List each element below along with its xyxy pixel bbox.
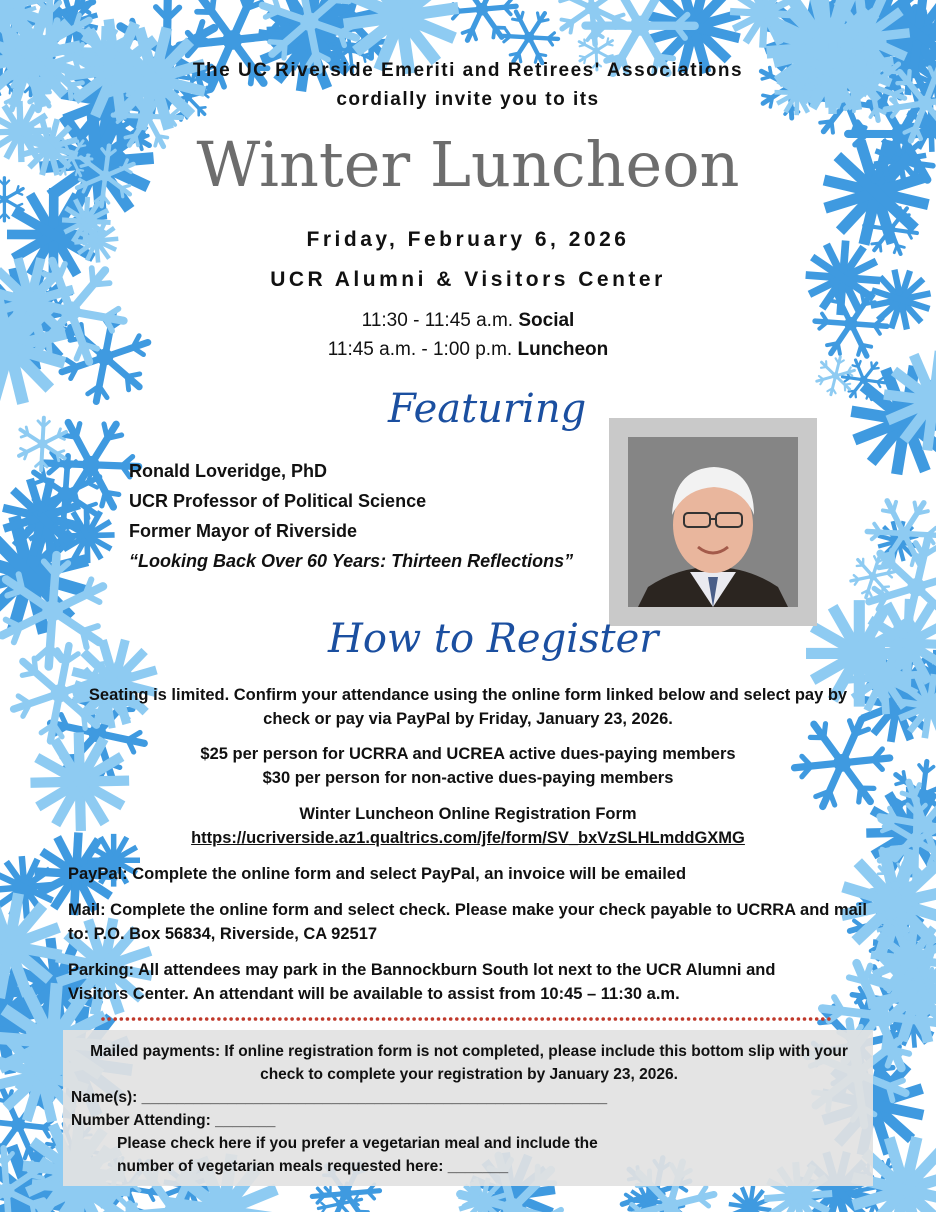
names-field[interactable]: Name(s): ______________________________________________________ (71, 1089, 608, 1106)
register-heading: How to Register (328, 616, 659, 662)
dotted-divider (100, 1012, 832, 1026)
form-label: Winter Luncheon Online Registration Form (299, 805, 637, 823)
divider-dot (425, 1017, 429, 1021)
divider-dot (205, 1017, 209, 1021)
vegetarian-count-field[interactable]: number of vegetarian meals requested here: _______ (117, 1158, 509, 1175)
divider-dot (437, 1017, 441, 1021)
divider-dot (809, 1017, 813, 1021)
divider-dot (614, 1017, 618, 1021)
divider-dot (156, 1017, 160, 1021)
speaker-name: Ronald Loveridge, PhD (129, 461, 328, 481)
divider-dot (821, 1017, 825, 1021)
featuring-heading: Featuring (388, 386, 587, 432)
divider-dot (723, 1017, 727, 1021)
intro-line-1: The UC Riverside Emeriti and Retirees' Associations (192, 60, 744, 81)
divider-dot (132, 1017, 136, 1021)
registration-form-link[interactable]: https://ucriverside.az1.qualtrics.com/jfe/form/SV_bxVzSLHLmddGXMG (191, 829, 745, 847)
divider-dot (107, 1017, 111, 1021)
divider-dot (199, 1017, 203, 1021)
seating-note: Seating is limited. Confirm your attendance using the online form linked below and select pay by check or pay via PayPal by Friday, January 23, 2026. (88, 686, 848, 728)
divider-dot (272, 1017, 276, 1021)
divider-dot (638, 1017, 642, 1021)
divider-dot (235, 1017, 239, 1021)
divider-dot (364, 1017, 368, 1021)
divider-dot (144, 1017, 148, 1021)
number-attending-field[interactable]: Number Attending: _______ (71, 1112, 276, 1129)
divider-dot (736, 1017, 740, 1021)
divider-dot (766, 1017, 770, 1021)
divider-dot (339, 1017, 343, 1021)
divider-dot (711, 1017, 715, 1021)
divider-dot (827, 1017, 831, 1021)
divider-dot (400, 1017, 404, 1021)
divider-dot (406, 1017, 410, 1021)
divider-dot (382, 1017, 386, 1021)
divider-dot (174, 1017, 178, 1021)
divider-dot (589, 1017, 593, 1021)
divider-dot (290, 1017, 294, 1021)
divider-dot (455, 1017, 459, 1021)
divider-dot (126, 1017, 130, 1021)
divider-dot (778, 1017, 782, 1021)
divider-dot (644, 1017, 648, 1021)
divider-dot (187, 1017, 191, 1021)
divider-dot (248, 1017, 252, 1021)
schedule-social (0, 310, 936, 332)
divider-dot (467, 1017, 471, 1021)
divider-dot (138, 1017, 142, 1021)
schedule-social-time: 11:30 - 11:45 a.m. (361, 310, 514, 331)
divider-dot (797, 1017, 801, 1021)
divider-dot (534, 1017, 538, 1021)
divider-dot (431, 1017, 435, 1021)
speaker-photo-icon (628, 437, 798, 607)
schedule-luncheon (0, 339, 936, 361)
divider-dot (211, 1017, 215, 1021)
divider-dot (528, 1017, 532, 1021)
slip-note: Mailed payments: If online registration form is not completed, please include this bottom slip with your check to complete your registration by January 23, 2026. (90, 1043, 848, 1083)
mail-slip (63, 1030, 873, 1186)
divider-dot (266, 1017, 270, 1021)
divider-dot (626, 1017, 630, 1021)
divider-dot (754, 1017, 758, 1021)
vegetarian-line-1: Please check here if you prefer a vegetarian meal and include the (117, 1135, 598, 1152)
speaker-former-role: Former Mayor of Riverside (129, 521, 358, 541)
divider-dot (120, 1017, 124, 1021)
divider-dot (162, 1017, 166, 1021)
speaker-block (129, 456, 573, 576)
divider-dot (357, 1017, 361, 1021)
parking-instructions: Parking: All attendees may park in the Bannockburn South lot next to the UCR Alumni and Visitors Center. An attendant will be available to assist from 10:45 – 11:30 a.m. (68, 961, 776, 1003)
divider-dot (675, 1017, 679, 1021)
divider-dot (473, 1017, 477, 1021)
divider-dot (717, 1017, 721, 1021)
divider-dot (388, 1017, 392, 1021)
divider-dot (315, 1017, 319, 1021)
divider-dot (540, 1017, 544, 1021)
divider-dot (699, 1017, 703, 1021)
divider-dot (181, 1017, 185, 1021)
paypal-instructions: PayPal: Complete the online form and select PayPal, an invoice will be emailed (68, 865, 687, 883)
event-date: Friday, February 6, 2026 (306, 228, 630, 251)
divider-dot (547, 1017, 551, 1021)
schedule-social-label: Social (518, 310, 575, 331)
schedule-luncheon-label: Luncheon (517, 339, 609, 360)
divider-dot (113, 1017, 117, 1021)
divider-dot (705, 1017, 709, 1021)
divider-dot (662, 1017, 666, 1021)
divider-dot (296, 1017, 300, 1021)
divider-dot (376, 1017, 380, 1021)
divider-dot (260, 1017, 264, 1021)
divider-dot (620, 1017, 624, 1021)
divider-dot (309, 1017, 313, 1021)
divider-dot (571, 1017, 575, 1021)
divider-dot (284, 1017, 288, 1021)
event-title: Winter Luncheon (196, 128, 740, 201)
divider-dot (510, 1017, 514, 1021)
divider-dot (748, 1017, 752, 1021)
divider-dot (504, 1017, 508, 1021)
divider-dot (370, 1017, 374, 1021)
price-members: $25 per person for UCRRA and UCREA active dues-paying members (200, 745, 736, 763)
divider-dot (772, 1017, 776, 1021)
divider-dot (492, 1017, 496, 1021)
intro-line-2: cordially invite you to its (336, 89, 600, 110)
divider-dot (553, 1017, 557, 1021)
divider-dot (760, 1017, 764, 1021)
speaker-title: UCR Professor of Political Science (129, 491, 427, 511)
divider-dot (522, 1017, 526, 1021)
divider-dot (412, 1017, 416, 1021)
divider-dot (601, 1017, 605, 1021)
divider-dot (815, 1017, 819, 1021)
divider-dot (449, 1017, 453, 1021)
divider-dot (742, 1017, 746, 1021)
divider-dot (791, 1017, 795, 1021)
divider-dot (577, 1017, 581, 1021)
divider-dot (559, 1017, 563, 1021)
divider-dot (418, 1017, 422, 1021)
divider-dot (327, 1017, 331, 1021)
divider-dot (168, 1017, 172, 1021)
divider-dot (223, 1017, 227, 1021)
divider-dot (101, 1017, 105, 1021)
divider-dot (217, 1017, 221, 1021)
divider-dot (394, 1017, 398, 1021)
divider-dot (242, 1017, 246, 1021)
divider-dot (333, 1017, 337, 1021)
divider-dot (650, 1017, 654, 1021)
divider-dot (784, 1017, 788, 1021)
divider-dot (669, 1017, 673, 1021)
divider-dot (486, 1017, 490, 1021)
divider-dot (229, 1017, 233, 1021)
divider-dot (632, 1017, 636, 1021)
divider-dot (498, 1017, 502, 1021)
divider-dot (278, 1017, 282, 1021)
divider-dot (565, 1017, 569, 1021)
divider-dot (443, 1017, 447, 1021)
price-nonmembers: $30 per person for non-active dues-paying members (262, 769, 674, 787)
divider-dot (461, 1017, 465, 1021)
divider-dot (693, 1017, 697, 1021)
divider-dot (583, 1017, 587, 1021)
schedule-luncheon-time: 11:45 a.m. - 1:00 p.m. (327, 339, 513, 360)
divider-dot (351, 1017, 355, 1021)
divider-dot (803, 1017, 807, 1021)
divider-dot (479, 1017, 483, 1021)
divider-dot (303, 1017, 307, 1021)
divider-dot (321, 1017, 325, 1021)
divider-dot (687, 1017, 691, 1021)
mail-instructions: Mail: Complete the online form and select check. Please make your check payable to UCRRA and mail to: P.O. Box 56834, Riverside, CA 92517 (68, 901, 867, 943)
divider-dot (608, 1017, 612, 1021)
event-venue: UCR Alumni & Visitors Center (270, 268, 666, 291)
divider-dot (345, 1017, 349, 1021)
divider-dot (150, 1017, 154, 1021)
talk-title: “Looking Back Over 60 Years: Thirteen Reflections” (129, 551, 574, 571)
divider-dot (595, 1017, 599, 1021)
divider-dot (681, 1017, 685, 1021)
divider-dot (516, 1017, 520, 1021)
divider-dot (193, 1017, 197, 1021)
divider-dot (656, 1017, 660, 1021)
divider-dot (254, 1017, 258, 1021)
divider-dot (730, 1017, 734, 1021)
